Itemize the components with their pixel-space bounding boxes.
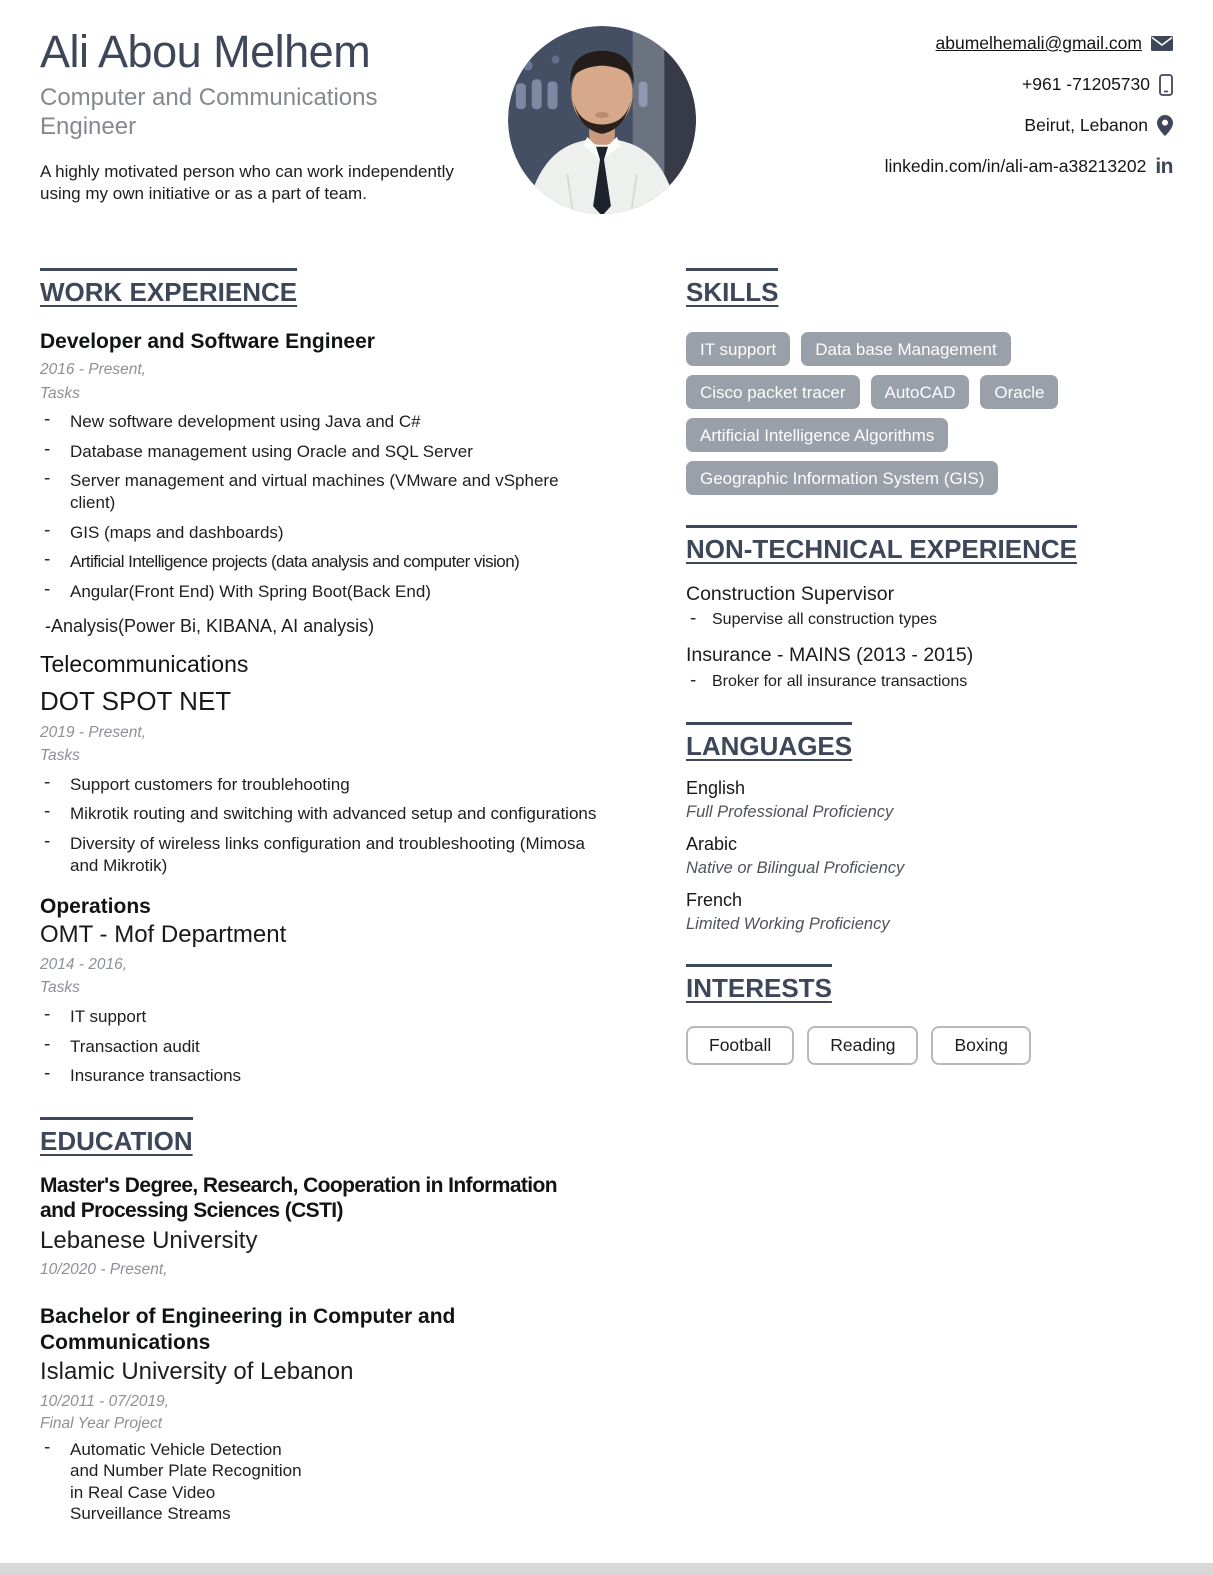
profile-summary: A highly motivated person who can work independently using my own initiative or as a part of team. [40, 161, 454, 203]
non-technical-title: Insurance - MAINS (2013 - 2015) [686, 644, 974, 667]
job-entry [40, 895, 645, 1087]
bullet-item: - Automatic Vehicle Detection and Number Plate Recognition in Real Case Video Surveillance Streams [40, 1439, 312, 1524]
section-interests [686, 964, 1176, 1065]
phone-number: +961 -71205730 [1022, 74, 1150, 94]
bullet-item: - Supervise all construction types [686, 610, 1176, 630]
non-technical-entry [686, 644, 1176, 692]
job-company: DOT SPOT NET [40, 685, 232, 716]
section-work-experience [40, 268, 645, 1087]
job-title: Operations [40, 895, 151, 919]
interest-badge: Reading [807, 1026, 918, 1066]
bullet-item: - Artificial Intelligence projects (data analysis and computer vision) [40, 551, 602, 573]
section-skills [686, 268, 1176, 495]
tasks-label: Tasks [40, 979, 80, 997]
skill-badge: Data base Management [801, 332, 1010, 366]
section-non-technical [686, 525, 1176, 692]
bullet-item: - Insurance transactions [40, 1065, 602, 1087]
skill-pills-container [686, 332, 1118, 495]
languages-container [686, 778, 1176, 934]
non-technical-entries-container [686, 583, 1176, 692]
language-name: French [686, 890, 743, 911]
work-jobs-container [40, 330, 645, 1087]
job-task-list [40, 774, 645, 876]
skill-badge: Oracle [980, 375, 1058, 409]
job-note: -Analysis(Power Bi, KIBANA, AI analysis) [45, 616, 375, 637]
page-break-bar [0, 1563, 1213, 1575]
envelope-icon [1151, 36, 1173, 51]
job-task-list [40, 411, 645, 602]
language-proficiency: Native or Bilingual Proficiency [686, 859, 905, 878]
skill-badge: IT support [686, 332, 790, 366]
left-column [40, 268, 645, 1524]
non-technical-task-list [686, 610, 1176, 630]
bullet-item: - New software development using Java and C# [40, 411, 602, 433]
section-education [40, 1117, 645, 1524]
skill-badge: Artificial Intelligence Algorithms [686, 418, 948, 452]
job-task-list [40, 1006, 645, 1087]
person-job-title: Computer and Communications Engineer [40, 84, 378, 140]
project-label: Final Year Project [40, 1415, 163, 1433]
education-heading: EDUCATION [40, 1117, 193, 1157]
tasks-label: Tasks [40, 747, 80, 765]
bullet-item: - Database management using Oracle and SQL Server [40, 441, 602, 463]
content-columns [0, 268, 1213, 1524]
contact-linkedin-row [885, 155, 1173, 178]
bullet-item: - Broker for all insurance transactions [686, 672, 1176, 692]
education-entry [40, 1304, 645, 1524]
smartphone-icon [1159, 74, 1173, 96]
skill-badge: Geographic Information System (GIS) [686, 461, 998, 495]
contact-phone-row [885, 73, 1173, 96]
school-name: Lebanese University [40, 1226, 258, 1254]
non-technical-task-list [686, 672, 1176, 692]
language-entry [686, 890, 1176, 934]
education-dates: 10/2020 - Present, [40, 1261, 168, 1279]
bullet-item: - GIS (maps and dashboards) [40, 522, 602, 544]
contact-block [885, 32, 1173, 196]
bullet-item: - Transaction audit [40, 1036, 602, 1058]
section-languages [686, 722, 1176, 934]
bullet-item: - Diversity of wireless links configuration and troubleshooting (Mimosa and Mikrotik) [40, 833, 602, 876]
education-entries-container [40, 1173, 645, 1524]
language-name: Arabic [686, 834, 738, 855]
bullet-item: - Support customers for troublehooting [40, 774, 602, 796]
language-entry [686, 834, 1176, 878]
job-dates: 2019 - Present, [40, 723, 146, 741]
job-dates: 2014 - 2016, [40, 955, 128, 973]
bullet-item: - Angular(Front End) With Spring Boot(Back End) [40, 581, 602, 603]
degree-title: Master's Degree, Research, Cooperation in Information and Processing Sciences (CSTI) [40, 1173, 557, 1223]
job-title: Developer and Software Engineer [40, 329, 375, 353]
bullet-item: - IT support [40, 1006, 602, 1028]
job-dates: 2016 - Present, [40, 361, 146, 379]
contact-location-row [885, 114, 1173, 137]
job-title: Telecommunications [40, 651, 249, 678]
languages-heading: LANGUAGES [686, 722, 852, 762]
interest-pills-container [686, 1026, 1176, 1066]
bullet-item: - Mikrotik routing and switching with advanced setup and configurations [40, 803, 602, 825]
person-name: Ali Abou Melhem [40, 26, 371, 77]
non-technical-entry [686, 583, 1176, 631]
non-technical-heading: NON-TECHNICAL EXPERIENCE [686, 525, 1077, 565]
linkedin-url[interactable]: linkedin.com/in/ali-am-a38213202 [884, 156, 1147, 176]
language-proficiency: Full Professional Proficiency [686, 803, 894, 822]
job-entry [40, 330, 645, 637]
language-name: English [686, 778, 746, 799]
location-text: Beirut, Lebanon [1024, 115, 1148, 135]
linkedin-icon: in [1155, 155, 1173, 178]
interest-badge: Football [686, 1026, 794, 1066]
non-technical-title: Construction Supervisor [686, 582, 895, 605]
language-entry [686, 778, 1176, 822]
degree-title: Bachelor of Engineering in Computer and Communications [40, 1305, 456, 1354]
resume-header [0, 0, 1213, 268]
intro-block [40, 28, 510, 205]
skill-badge: Cisco packet tracer [686, 375, 860, 409]
contact-email-row [885, 32, 1173, 55]
tasks-label: Tasks [40, 384, 80, 402]
skills-heading: SKILLS [686, 268, 778, 308]
right-column [686, 268, 1176, 1065]
job-company: OMT - Mof Department [40, 921, 287, 949]
map-pin-icon [1157, 115, 1173, 136]
education-entry [40, 1173, 645, 1280]
job-entry [40, 651, 645, 876]
profile-photo [508, 26, 696, 214]
interest-badge: Boxing [931, 1026, 1031, 1066]
education-project-list [40, 1439, 645, 1524]
profile-photo-illustration [508, 26, 696, 214]
work-experience-heading: WORK EXPERIENCE [40, 268, 297, 308]
skill-badge: AutoCAD [871, 375, 970, 409]
email-link[interactable]: abumelhemali@gmail.com [935, 33, 1142, 53]
language-proficiency: Limited Working Proficiency [686, 915, 890, 934]
bullet-item: - Server management and virtual machines (VMware and vSphere client) [40, 470, 602, 513]
interests-heading: INTERESTS [686, 964, 832, 1004]
school-name: Islamic University of Lebanon [40, 1358, 354, 1386]
education-dates: 10/2011 - 07/2019, [40, 1392, 169, 1410]
